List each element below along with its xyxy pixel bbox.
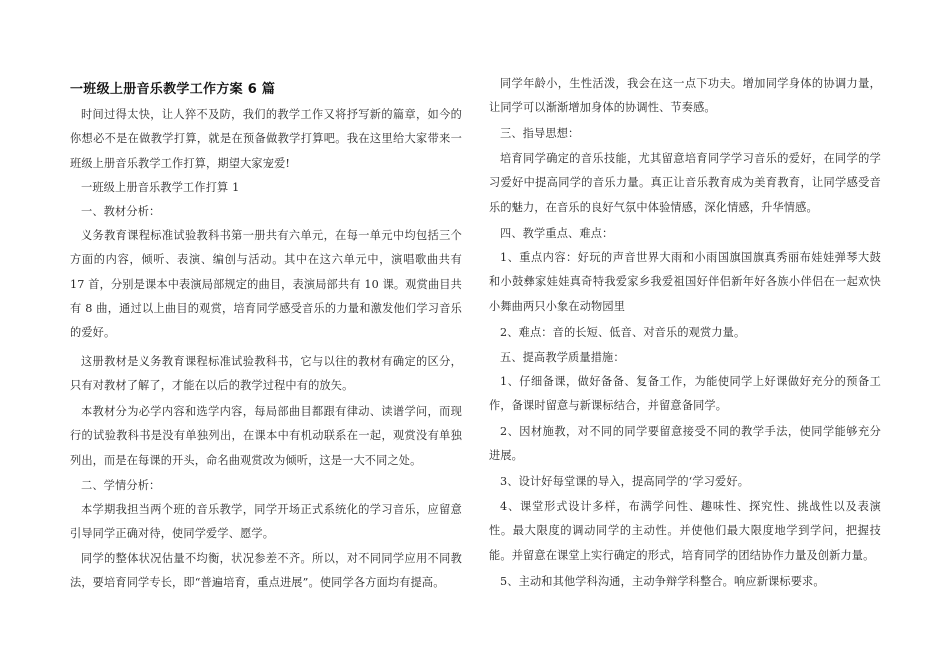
paragraph-content-split: 本教材分为必学内容和选学内容，每局部曲目都跟有律动、读谱学问，而现行的试验教科书是没有单独列出，在课本中有机动联系在一起，观赏没有单独列出，而是在每课的开头，命名曲观赏改为倾听，这是一大不同之处。 — [70, 405, 462, 467]
intro-paragraph: 时间过得太快，让人猝不及防，我们的教学工作又将抒写新的篇章，如今的你想必不是在做教学打算，就是在预备做教学打算吧。我在这里给大家带来一班级上册音乐教学工作打算，期望大家宠爱! — [70, 108, 462, 170]
section-heading-materials: 一、教材分析： — [81, 205, 161, 218]
measure-3: 3、设计好每堂课的导入，提高同学的‘学习爱好。 — [500, 475, 750, 488]
document-title: 一班级上册音乐教学工作方案 6 篇 — [70, 82, 276, 97]
paragraph-overall: 同学的整体状况估量不均衡，状况参差不齐。所以，对不同同学应用不同教法，要培育同学专长，即“普遍培育，重点进展”。使同学各方面均有提高。 — [70, 552, 462, 590]
section-heading-key-points: 四、教学重点、难点： — [500, 227, 614, 240]
paragraph-age: 同学年龄小，生性活泼，我会在这一点下功夫。增加同学身体的协调力量，让同学可以渐渐增加身体的协调性、节奏感。 — [489, 77, 881, 115]
paragraph-materials: 义务教育课程标准试验教科书第一册共有六单元，在每一单元中均包括三个方面的内容，倾听、表演、编创与活动。其中在这六单元中，演唱歌曲共有 17 首，分别是课本中表演局部规定的曲目，表演局部共有 10 课。观赏曲目共有 8 曲，通过以上曲目的观赏，培育同学感受音乐的力量和激发他们学习音乐的爱好。 — [70, 229, 462, 340]
measure-2: 2、因材施教，对不同的同学要留意接受不同的教学手法，使同学能够充分进展。 — [489, 425, 881, 463]
measure-1: 1、仔细备课，做好备备、复备工作，为能使同学上好课做好充分的预备工作，备课时留意与新课标结合，并留意备同学。 — [489, 375, 881, 413]
measure-5: 5、主动和其他学科沟通，主动争辩学科整合。响应新课标要求。 — [500, 575, 825, 588]
section-heading-measures: 五、提高教学质量措施： — [500, 351, 625, 364]
section-heading-students: 二、学情分析： — [81, 479, 161, 492]
paragraph-textbook: 这册教材是义务教育课程标准试验教科书，它与以往的教材有确定的区分，只有对教材了解了，才能在以后的教学过程中有的放矢。 — [70, 355, 462, 393]
measure-4: 4、课堂形式设计多样，布满学问性、趣味性、探究性、挑战性以及表演性。最大限度的调动同学的主动性。并使他们最大限度地学到学问，把握技能。并留意在课堂上实行确定的形式，培育同学的团结协作力量及创新力量。 — [489, 500, 881, 562]
paragraph-guidance: 培育同学确定的音乐技能，尤其留意培育同学学习音乐的爱好，在同学的学习爱好中提高同学的音乐力量。真正让音乐教育成为美育教育，让同学感受音乐的魅力，在音乐的良好气氛中体验情感，深化情感，升华情感。 — [489, 152, 881, 214]
section-heading-guidance: 三、指导思想： — [500, 127, 580, 140]
paragraph-key-content: 1、重点内容：好玩的声音世界大雨和小雨国旗国旗真秀丽布娃娃弹琴大鼓和小鼓彝家娃娃真奇特我爱家乡我爱祖国好伴侣新年好各族小伴侣在一起欢快小舞曲两只小象在动物园里 — [489, 251, 881, 313]
paragraph-difficulties: 2、难点：音的长短、低音、对音乐的观赏力量。 — [500, 326, 746, 339]
plan-heading-1: 一班级上册音乐教学工作打算 1 — [81, 181, 240, 194]
paragraph-students: 本学期我担当两个班的音乐教学，同学开场正式系统化的学习音乐，应留意引导同学正确对待，使同学爱学、愿学。 — [70, 503, 462, 541]
